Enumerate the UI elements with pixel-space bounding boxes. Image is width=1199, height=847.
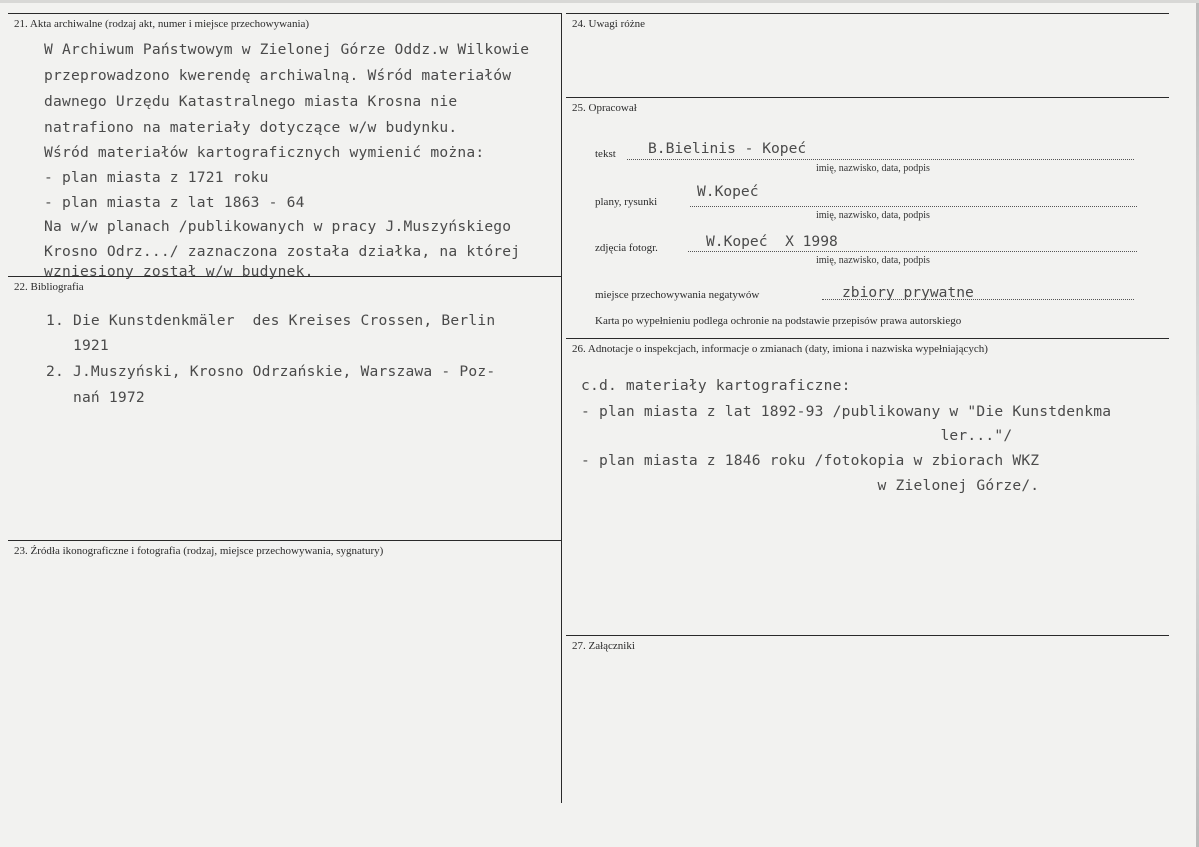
- s21-line: natrafiono na materiały dotyczące w/w budynku.: [44, 119, 458, 136]
- miejsce-label: miejsce przechowywania negatywów: [595, 289, 760, 301]
- zdjecia-dotted-line: [688, 251, 1137, 252]
- section-26-label: 26. Adnotacje o inspekcjach, informacje o zmianach (daty, imiona i nazwiska wypełniających): [572, 343, 988, 355]
- section-27-label: 27. Załączniki: [572, 640, 635, 652]
- copyright-note: Karta po wypełnieniu podlega ochronie na podstawie przepisów prawa autorskiego: [595, 315, 962, 327]
- plany-dotted-line: [690, 206, 1137, 207]
- s26-line: - plan miasta z 1846 roku /fotokopia w zbiorach WKZ: [581, 452, 1040, 469]
- tekst-caption: imię, nazwisko, data, podpis: [816, 163, 930, 174]
- divider-26-27: [566, 635, 1169, 636]
- zdjecia-caption: imię, nazwisko, data, podpis: [816, 255, 930, 266]
- s21-line: - plan miasta z lat 1863 - 64: [44, 194, 305, 211]
- tekst-value: B.Bielinis - Kopeć: [648, 140, 807, 157]
- plany-caption: imię, nazwisko, data, podpis: [816, 210, 930, 221]
- section-25-label: 25. Opracował: [572, 102, 637, 114]
- divider-22-23: [8, 540, 561, 541]
- column-divider: [561, 13, 562, 803]
- divider-24-25: [566, 97, 1169, 98]
- tekst-dotted-line: [627, 159, 1134, 160]
- s26-line: ler..."/: [581, 427, 1013, 444]
- s21-line: dawnego Urzędu Katastralnego miasta Krosna nie: [44, 93, 458, 110]
- s22-line: 1. Die Kunstdenkmäler des Kreises Crossen, Berlin: [46, 312, 496, 329]
- s21-line: Na w/w planach /publikowanych w pracy J.Muszyńskiego: [44, 218, 512, 235]
- miejsce-value: zbiory prywatne: [842, 284, 974, 301]
- top-border-right: [566, 13, 1169, 14]
- top-border-left: [8, 13, 561, 14]
- s22-line: 1921: [46, 337, 109, 354]
- zdjecia-label: zdjęcia fotogr.: [595, 242, 658, 254]
- s21-line: - plan miasta z 1721 roku: [44, 169, 269, 186]
- zdjecia-value: W.Kopeć X 1998: [706, 233, 838, 250]
- s21-line: przeprowadzono kwerendę archiwalną. Wśród materiałów: [44, 67, 512, 84]
- divider-25-26: [566, 338, 1169, 339]
- s21-line: wzniesiony został w/w budynek.: [44, 263, 314, 280]
- s21-line: W Archiwum Państwowym w Zielonej Górze Oddz.w Wilkowie: [44, 41, 530, 58]
- s26-line: - plan miasta z lat 1892-93 /publikowany w "Die Kunstdenkma: [581, 403, 1112, 420]
- tekst-label: tekst: [595, 148, 616, 160]
- section-23-label: 23. Źródła ikonograficzne i fotografia (rodzaj, miejsce przechowywania, sygnatury): [14, 545, 384, 557]
- section-24-label: 24. Uwagi różne: [572, 18, 646, 30]
- s21-line: Krosno Odrz.../ zaznaczona została działka, na której: [44, 243, 521, 260]
- s22-line: nań 1972: [46, 389, 145, 406]
- s26-line: c.d. materiały kartograficzne:: [581, 377, 851, 394]
- s22-line: 2. J.Muszyński, Krosno Odrzańskie, Warszawa - Poz-: [46, 363, 496, 380]
- plany-value: W.Kopeć: [697, 183, 759, 200]
- s26-line: w Zielonej Górze/.: [581, 477, 1040, 494]
- s21-line: Wśród materiałów kartograficznych wymienić można:: [44, 144, 485, 161]
- miejsce-dotted-line: [822, 299, 1134, 300]
- section-22-label: 22. Bibliografia: [14, 281, 84, 293]
- plany-label: plany, rysunki: [595, 196, 658, 208]
- section-21-label: 21. Akta archiwalne (rodzaj akt, numer i miejsce przechowywania): [14, 18, 310, 30]
